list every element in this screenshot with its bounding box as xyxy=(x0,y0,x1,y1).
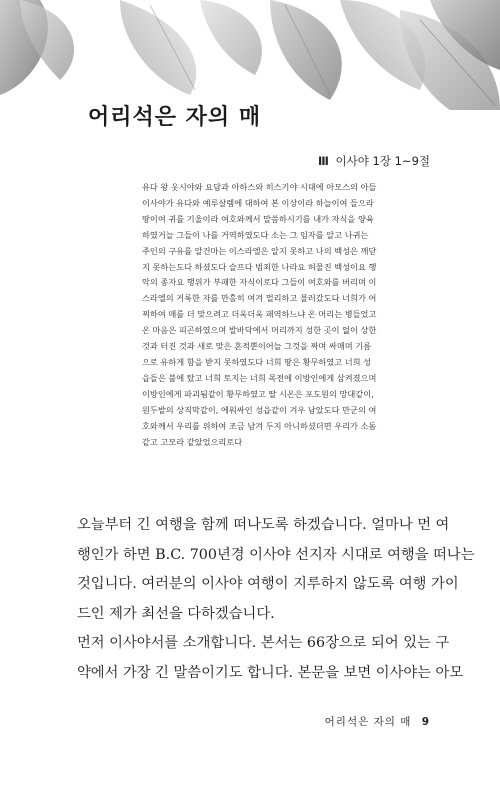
body-line: 오늘부터 긴 여행을 함께 떠나도록 하겠습니다. 얼마나 먼 여 xyxy=(77,517,450,533)
body-line: 것입니다. 여러분의 이사야 여행이 지루하지 않도록 여행 가이 xyxy=(77,576,459,592)
scripture-line: 온 마음은 피곤하였으며 발바닥에서 머리까지 성한 곳이 없이 상한 xyxy=(142,325,377,336)
scripture-line: 것과 터진 것과 새로 맞은 흔적뿐이어늘 그것을 짜며 싸매며 기름 xyxy=(142,341,372,352)
body-line: 행인가 하면 B.C. 700년경 이사야 선지자 시대로 여행을 떠나는 xyxy=(77,546,475,563)
body-line: 먼저 이사야서를 소개합니다. 본서는 66장으로 되어 있는 구 xyxy=(77,635,450,651)
page-footer xyxy=(325,714,430,729)
body-line: 드인 제가 최선을 다하겠습니다. xyxy=(77,605,275,622)
leaf-decoration xyxy=(0,0,500,110)
scripture-line: 악의 종자요 행위가 부패한 자식이로다 그들이 여호와를 버리며 이 xyxy=(142,277,377,288)
scripture-line: 같고 고모라 같았었으리로다 xyxy=(142,436,243,447)
body-line: 약에서 가장 긴 말씀이기도 합니다. 본문을 보면 이사야는 아모 xyxy=(77,664,464,681)
scripture-line: 땅이여 귀를 기울이라 여호와께서 말씀하시기를 내가 자식을 양육 xyxy=(142,213,374,224)
page-number: 9 xyxy=(421,716,430,728)
verse-marker: Ⅲ xyxy=(318,154,329,168)
scripture-line: 주인의 구유를 알건마는 이스라엘은 알지 못하고 나의 백성은 깨닫 xyxy=(142,245,377,256)
body-paragraphs xyxy=(77,511,475,688)
verse-reference xyxy=(318,153,430,169)
scripture-passage xyxy=(142,180,430,450)
scripture-line: 원두밭의 상직막같이, 에워싸인 성읍같이 겨우 남았도다 만군의 여 xyxy=(142,404,377,415)
scripture-line: 읍들은 불에 탔고 너희 토지는 너희 목전에 이방인에게 삼켜졌으며 xyxy=(142,372,377,383)
verse-reference-text: 이사야 1장 1~9절 xyxy=(335,154,430,168)
scripture-line: 스라엘의 거룩한 자를 만홀히 여겨 멀리하고 물러갔도다 너희가 어 xyxy=(142,293,377,304)
scripture-line: 찌하여 매를 더 맞으려고 더욱더욱 패역하느냐 온 머리는 병들었고 xyxy=(142,309,377,320)
scripture-line: 지 못하는도다 하셨도다 슬프다 범죄한 나라요 허물진 백성이요 행 xyxy=(142,261,377,272)
running-title: 어리석은 자의 매 xyxy=(324,716,412,728)
scripture-line: 이사야가 유다와 예루살렘에 대하여 본 이상이라 하늘이여 들으라 xyxy=(142,197,374,208)
scripture-line: 하였거늘 그들이 나를 거역하였도다 소는 그 임자를 알고 나귀는 xyxy=(142,229,369,240)
scripture-line: 으로 유하게 함을 받지 못하였도다 너희 땅은 황무하였고 너희 성 xyxy=(142,356,372,367)
scripture-line: 유다 왕 웃시야와 요담과 아하스와 히스기야 시대에 아모스의 아들 xyxy=(142,182,377,192)
scripture-line: 이방인에게 파괴됨같이 황무하였고 딸 시온은 포도원의 망대같이, xyxy=(142,388,374,399)
chapter-title: 어리석은 자의 매 xyxy=(88,105,262,130)
scripture-line: 호와께서 우리를 위하여 조금 남겨 두지 아니하셨더면 우리가 소돔 xyxy=(142,420,377,431)
